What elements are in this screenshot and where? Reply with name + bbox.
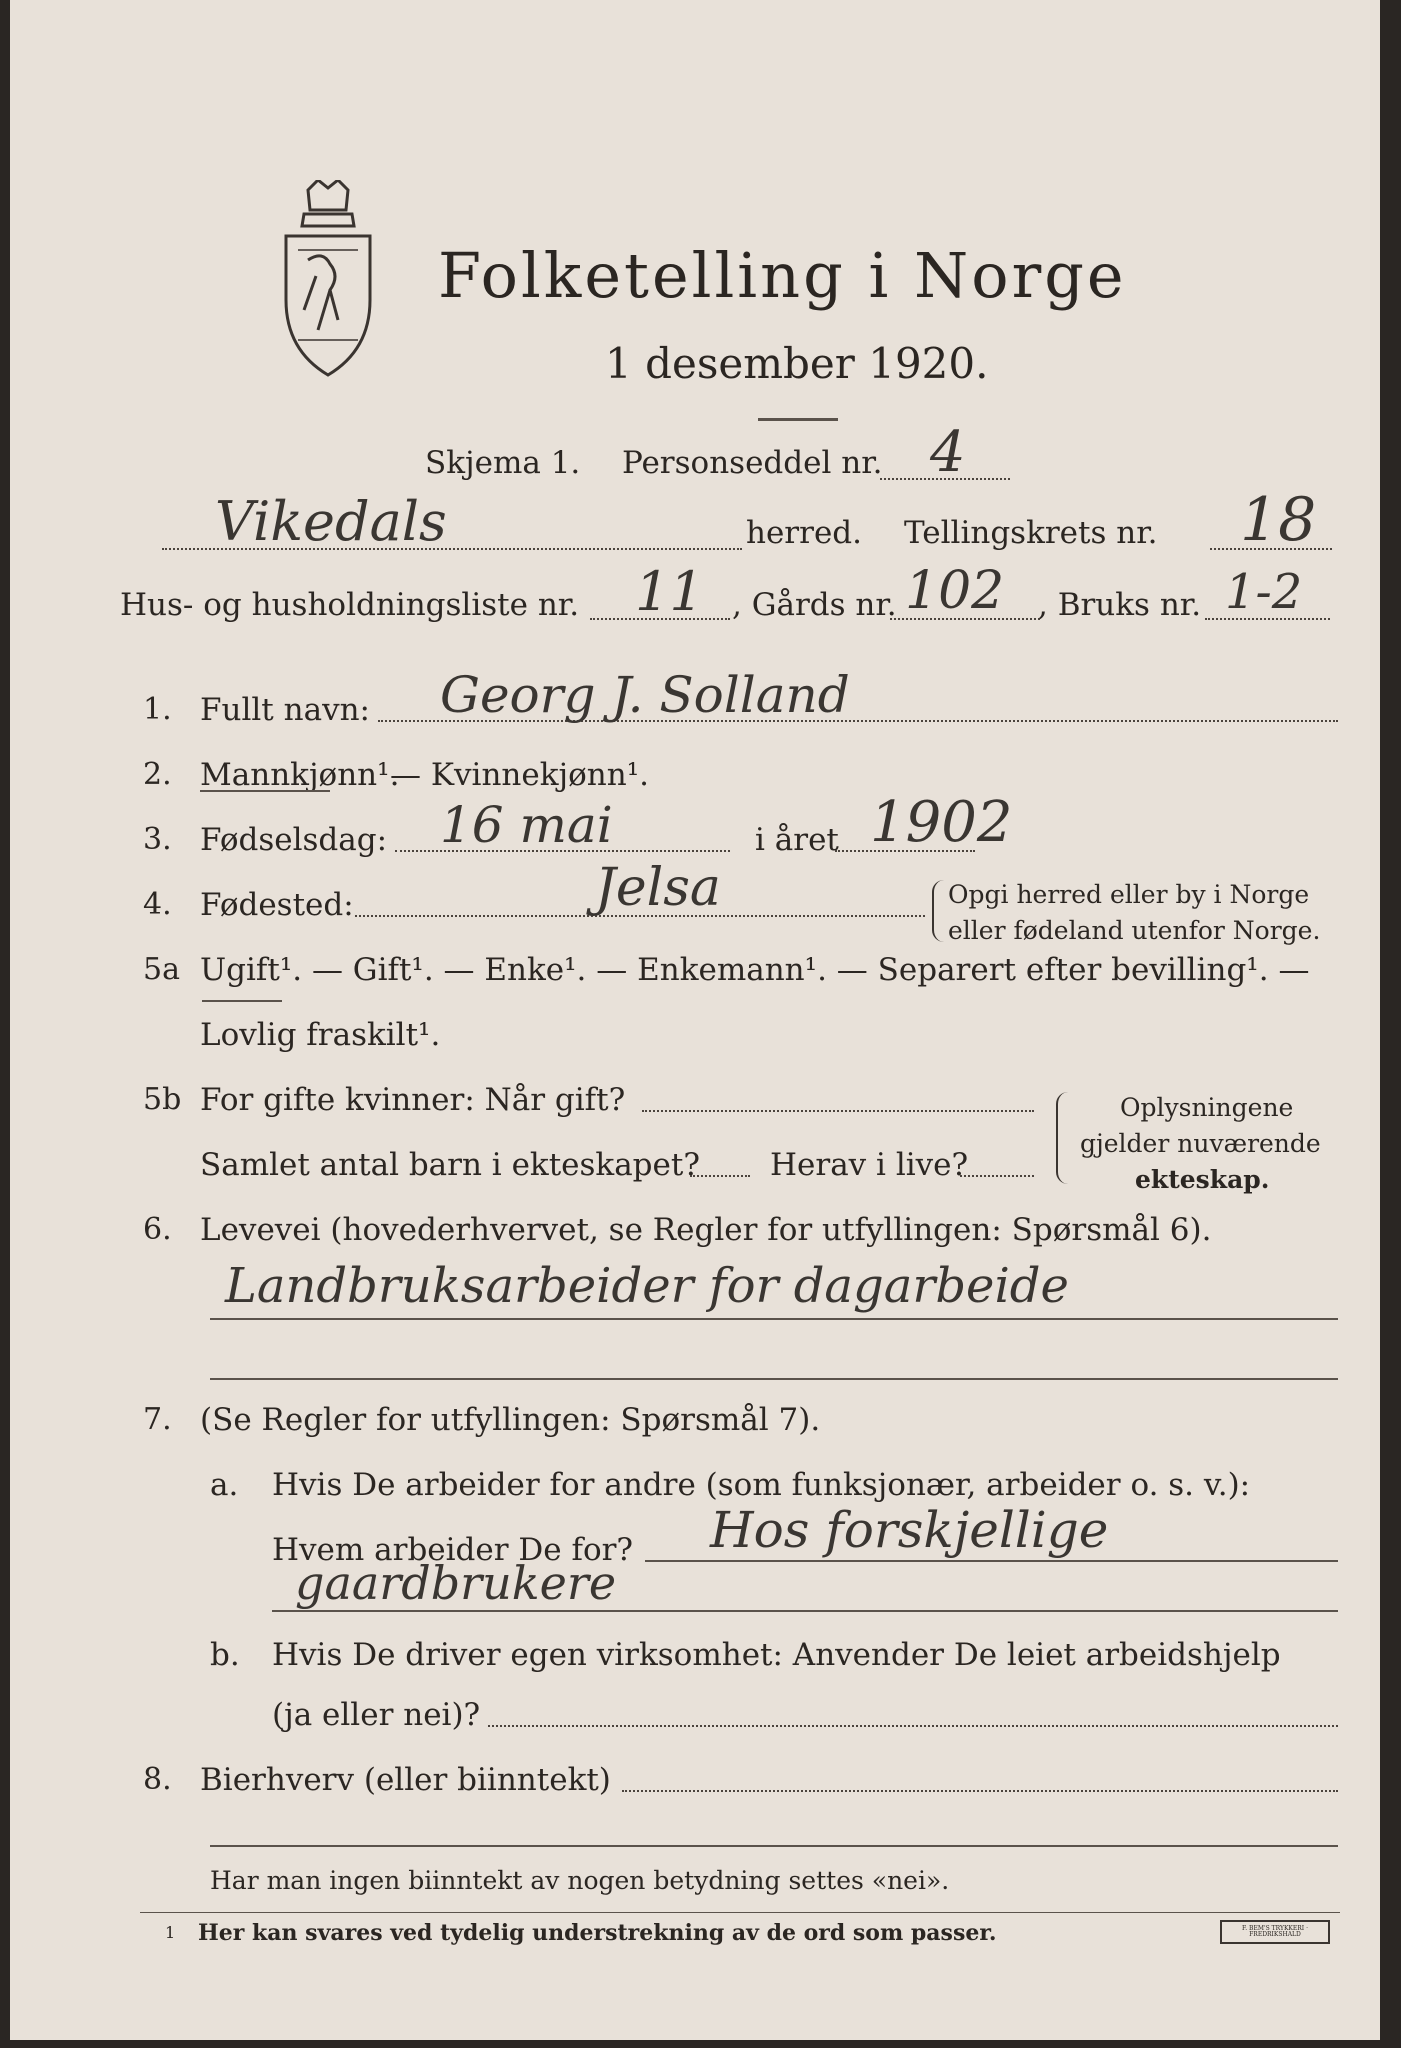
q5b-note-line3: ekteskap. bbox=[1135, 1165, 1270, 1194]
tellingskrets-value: 18 bbox=[1240, 485, 1317, 555]
personseddel-label: Personseddel nr. bbox=[622, 445, 883, 481]
q8-number: 8. bbox=[143, 1762, 172, 1797]
q5a-options-line1: Ugift¹. — Gift¹. — Enke¹. — Enkemann¹. — Separert efter bevilling¹. — bbox=[200, 952, 1310, 988]
q4-note-line1: Opgi herred eller by i Norge bbox=[948, 880, 1310, 909]
q2-female-option: — Kvinnekjønn¹. bbox=[390, 757, 649, 793]
employer-value-line1: Hos forskjellige bbox=[710, 1501, 1109, 1559]
q5b-alive-field-line bbox=[960, 1175, 1034, 1177]
q4-number: 4. bbox=[143, 887, 172, 922]
q7-label: (Se Regler for utfyllingen: Spørsmål 7). bbox=[200, 1402, 821, 1438]
birth-day-value: 16 mai bbox=[440, 796, 613, 854]
bruks-label: , Bruks nr. bbox=[1038, 587, 1202, 623]
title-rule bbox=[758, 418, 838, 421]
skjema-label: Skjema 1. bbox=[425, 445, 581, 481]
birth-year-value: 1902 bbox=[870, 790, 1013, 855]
q4-label: Fødested: bbox=[200, 887, 354, 923]
q5b-note-brace bbox=[1056, 1092, 1068, 1184]
birthplace-value: Jelsa bbox=[595, 858, 721, 918]
q7a-line2: Hvem arbeider De for? bbox=[272, 1532, 634, 1568]
q7a-letter: a. bbox=[210, 1467, 239, 1503]
personseddel-value: 4 bbox=[930, 420, 966, 485]
q3-number: 3. bbox=[143, 822, 172, 857]
occupation-value: Landbruksarbeider for dagarbeide bbox=[225, 1258, 1069, 1314]
q6-number: 6. bbox=[143, 1212, 172, 1247]
census-form-page bbox=[10, 0, 1380, 2040]
q1-number: 1. bbox=[143, 692, 172, 727]
hus-label: Hus- og husholdningsliste nr. bbox=[120, 587, 580, 623]
q2-male-option: Mannkjønn¹. bbox=[200, 757, 400, 793]
q4-note-line2: eller fødeland utenfor Norge. bbox=[948, 916, 1321, 945]
q5b-note-line2: gjelder nuværende bbox=[1080, 1129, 1321, 1158]
q2-number: 2. bbox=[143, 757, 172, 792]
q7b-field-line bbox=[488, 1725, 1338, 1727]
q5b-when-field-line bbox=[642, 1110, 1034, 1112]
nei-instruction: Har man ingen biinntekt av nogen betydning settes «nei». bbox=[210, 1866, 950, 1895]
full-name-value: Georg J. Solland bbox=[440, 666, 850, 724]
q3-year-label: i året bbox=[755, 822, 839, 858]
tellingskrets-label: Tellingskrets nr. bbox=[904, 515, 1158, 551]
q2-male-underline bbox=[200, 790, 330, 792]
footnote-mark: 1 bbox=[165, 1923, 176, 1942]
q5b-note-line1: Oplysningene bbox=[1120, 1093, 1294, 1122]
q8-field-line bbox=[622, 1790, 1338, 1792]
q5b-children-alive: Herav i live? bbox=[770, 1147, 969, 1183]
footnote-text: Her kan svares ved tydelig understrekning av de ord som passer. bbox=[198, 1920, 997, 1946]
employer-value-line2: gaardbrukere bbox=[295, 1556, 617, 1610]
q5a-number: 5a bbox=[143, 952, 180, 987]
norway-coat-of-arms-icon bbox=[268, 180, 388, 380]
q5b-number: 5b bbox=[143, 1082, 182, 1117]
footnote-rule bbox=[140, 1912, 1340, 1913]
q3-label: Fødselsdag: bbox=[200, 822, 388, 858]
q4-note-brace bbox=[932, 880, 944, 942]
q5b-when-married: For gifte kvinner: Når gift? bbox=[200, 1082, 626, 1118]
herred-value: Vikedals bbox=[215, 490, 447, 553]
census-date: 1 desember 1920. bbox=[605, 339, 989, 388]
page-title: Folketelling i Norge bbox=[438, 239, 1127, 312]
printer-stamp: F. BEM'S TRYKKERI · FREDRIKSHALD bbox=[1220, 1920, 1330, 1944]
q5b-children-total: Samlet antal barn i ekteskapet? bbox=[200, 1147, 700, 1183]
herred-label: herred. bbox=[746, 515, 862, 551]
q7a-line1: Hvis De arbeider for andre (som funksjonær, arbeider o. s. v.): bbox=[272, 1467, 1251, 1503]
q1-label: Fullt navn: bbox=[200, 692, 370, 728]
q5a-options-line2: Lovlig fraskilt¹. bbox=[200, 1017, 441, 1053]
q5a-ugift-underline bbox=[202, 1000, 282, 1002]
q5b-children-field-line bbox=[690, 1175, 750, 1177]
q8-label: Bierhverv (eller biinntekt) bbox=[200, 1762, 611, 1798]
bruks-value: 1-2 bbox=[1225, 564, 1303, 620]
hus-value: 11 bbox=[635, 560, 704, 623]
q7b-line2: (ja eller nei)? bbox=[272, 1697, 481, 1733]
q7-number: 7. bbox=[143, 1402, 172, 1437]
q8-field-line-2 bbox=[210, 1845, 1338, 1847]
q7a-field-line-1 bbox=[645, 1560, 1338, 1562]
gards-value: 102 bbox=[905, 561, 1005, 621]
gards-label: , Gårds nr. bbox=[732, 587, 897, 623]
q6-field-line-1 bbox=[210, 1318, 1338, 1320]
q7a-field-line-2 bbox=[272, 1610, 1338, 1612]
q6-label: Levevei (hovederhvervet, se Regler for utfyllingen: Spørsmål 6). bbox=[200, 1212, 1212, 1248]
q6-field-line-2 bbox=[210, 1378, 1338, 1380]
q7b-letter: b. bbox=[210, 1637, 240, 1673]
q7b-line1: Hvis De driver egen virksomhet: Anvender De leiet arbeidshjelp bbox=[272, 1637, 1281, 1673]
